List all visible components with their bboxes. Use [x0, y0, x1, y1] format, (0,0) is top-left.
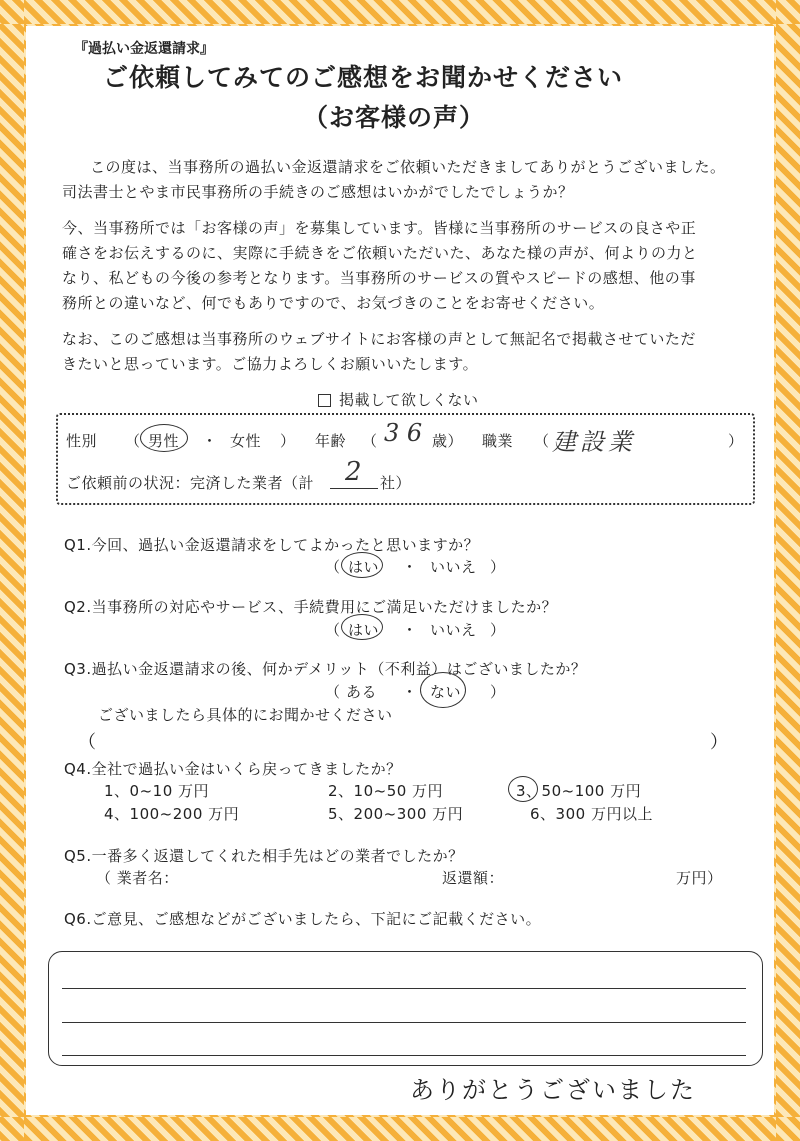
job-label: 職業: [482, 432, 514, 450]
q3-selected-mark: [420, 672, 466, 708]
q4-option-2[interactable]: 2、10~50 万円: [328, 782, 444, 800]
q4-option-1[interactable]: 1、0~10 万円: [104, 782, 210, 800]
age-label: 年齢: [315, 432, 347, 450]
separator-dot: ・: [202, 432, 218, 450]
q2-selected-mark: [341, 614, 383, 640]
q3-close: ）: [490, 683, 506, 701]
job-open: （: [534, 432, 550, 450]
q3-no-option[interactable]: ない: [430, 683, 462, 701]
q3-detail-field[interactable]: [96, 728, 696, 750]
intro-text: この度は、当事務所の過払い金返還請求をご依頼いただきましてありがとうございました。: [90, 158, 726, 176]
closing-message: ありがとうございました: [410, 1076, 696, 1104]
question-q2: Q2.当事務所の対応やサービス、手続費用にご満足いただけましたか？: [64, 598, 558, 616]
q1-selected-mark: [341, 552, 383, 578]
q4-option-3[interactable]: 3、50~100 万円: [516, 782, 642, 800]
intro-text: 今、当事務所では「お客様の声」を募集しています。皆様に当事務所のサービスの良さや正: [62, 219, 697, 237]
gender-close: ）: [280, 432, 296, 450]
question-q4: Q4.全社で過払い金はいくら戻ってきましたか？: [64, 760, 402, 778]
q4-option-6[interactable]: 6、300 万円以上: [530, 805, 653, 823]
q4-selected-mark: [508, 776, 538, 802]
status-value[interactable]: 2: [345, 457, 362, 487]
q1-no-option[interactable]: いいえ: [430, 558, 477, 576]
page-subtitle: （お客様の声）: [303, 103, 486, 132]
q3-paren-open: （: [78, 732, 97, 753]
no-publish-checkbox[interactable]: [318, 394, 331, 407]
q3-follow-up: ございましたら具体的にお聞かせください: [98, 706, 393, 724]
status-unit: 社）: [380, 474, 412, 492]
intro-text: きたいと思っています。ご協力よろしくお願いいたします。: [62, 355, 479, 373]
q2-no-option[interactable]: いいえ: [430, 621, 477, 639]
q5-company-field[interactable]: [200, 867, 420, 887]
age-value[interactable]: 3 6: [384, 419, 423, 447]
q4-option-4[interactable]: 4、100~200 万円: [104, 805, 240, 823]
no-publish-option[interactable]: [318, 389, 479, 410]
male-selected-mark: [140, 424, 188, 452]
q5-amount-label: 返還額：: [442, 869, 505, 887]
gender-label: 性別: [66, 432, 98, 450]
intro-text: 司法書士とやま市民事務所の手続きのご感想はいかがでしたでしょうか？: [62, 183, 574, 201]
q3-open: （: [325, 683, 341, 701]
no-publish-label: 掲載して欲しくない: [339, 391, 479, 409]
q1-yes-option[interactable]: はい: [348, 558, 380, 576]
job-value[interactable]: 建設業: [552, 428, 636, 456]
q4-option-5[interactable]: 5、200~300 万円: [328, 805, 464, 823]
question-q3: Q3.過払い金返還請求の後、何かデメリット（不利益）はございましたか？: [64, 660, 587, 678]
q3-paren-close: ）: [710, 732, 729, 753]
gender-open: （: [125, 432, 141, 450]
separator-dot: ・: [402, 683, 418, 701]
q1-open: （: [325, 558, 341, 576]
question-q1: Q1.今回、過払い金返還請求をしてよかったと思いますか？: [64, 536, 480, 554]
gender-female-option[interactable]: 女性: [230, 432, 262, 450]
question-q5: Q5.一番多く返還してくれた相手先はどの業者でしたか？: [64, 847, 464, 865]
separator-dot: ・: [402, 558, 418, 576]
intro-text: 確さをお伝えするのに、実際に手続きをご依頼いただいた、あなた様の声が、何よりの力と: [62, 244, 698, 262]
q5-amount-field[interactable]: [520, 867, 670, 887]
form-tag: 『過払い金返還請求』: [74, 41, 214, 57]
gender-male-option[interactable]: 男性: [148, 432, 180, 450]
status-label: ご依頼前の状況：完済した業者（計: [66, 474, 315, 492]
job-close: ）: [728, 432, 744, 450]
separator-dot: ・: [402, 621, 418, 639]
intro-text: 務所との違いなど、何でもありですので、お気づきのことをお寄せください。: [62, 294, 605, 312]
q3-yes-option[interactable]: ある: [346, 683, 378, 701]
q2-yes-option[interactable]: はい: [348, 621, 380, 639]
intro-text: なお、このご感想は当事務所のウェブサイトにお客様の声として無記名で掲載させていただ: [62, 330, 696, 348]
q2-close: ）: [490, 621, 506, 639]
q5-amount-unit: 万円）: [676, 869, 723, 887]
intro-text: なり、私どもの今後の参考となります。当事務所のサービスの質やスピードの感想、他の事: [62, 269, 696, 287]
age-unit: 歳）: [432, 432, 464, 450]
comment-box[interactable]: [48, 951, 763, 1066]
age-open: （: [362, 432, 378, 450]
question-q6: Q6.ご意見、ご感想などがございましたら、下記にご記載ください。: [64, 910, 542, 928]
q5-company-label: （ 業者名：: [96, 869, 179, 887]
comment-line: [62, 1022, 746, 1023]
comment-line: [62, 988, 746, 989]
q2-open: （: [325, 621, 341, 639]
comment-line: [62, 1055, 746, 1056]
q1-close: ）: [490, 558, 506, 576]
page-title: ご依頼してみてのご感想をお聞かせください: [103, 63, 624, 92]
status-underline: [330, 488, 378, 489]
